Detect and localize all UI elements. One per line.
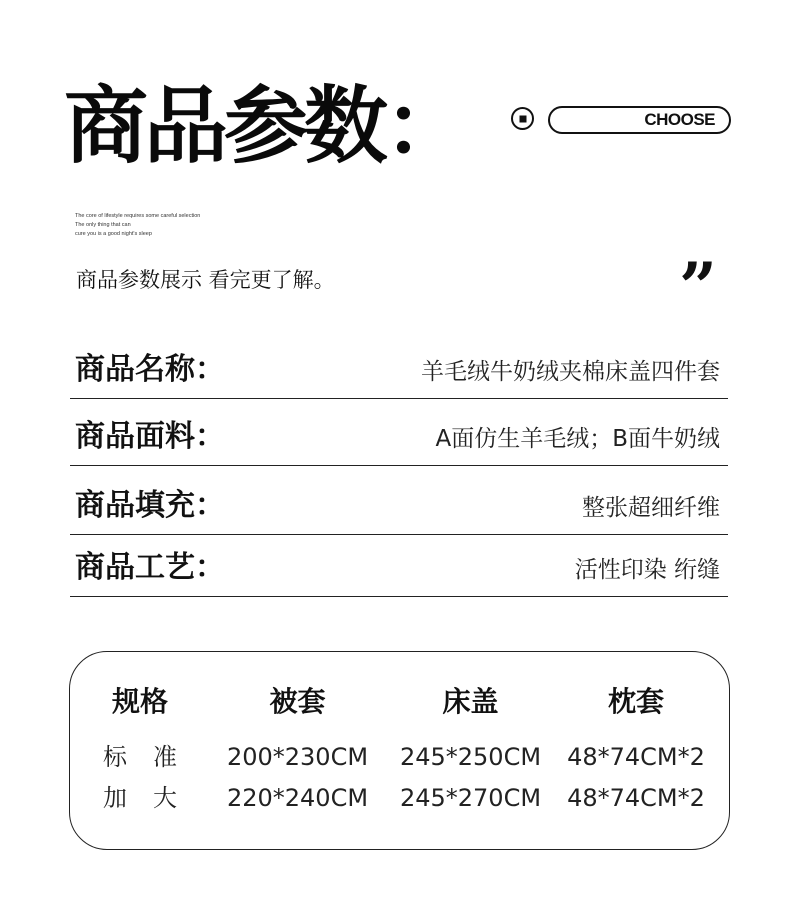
choose-button[interactable]: [548, 106, 731, 134]
radio-dot-icon[interactable]: [511, 107, 534, 130]
spec-header: 枕套: [607, 685, 664, 718]
param-row-craft: [70, 537, 728, 597]
tagline: [75, 212, 200, 239]
spec-cell: 245*250CM: [399, 743, 542, 771]
spec-header: 床盖: [442, 685, 499, 718]
param-row-name: [70, 339, 728, 399]
spec-size-label: 加大: [103, 784, 203, 812]
param-label: 商品填充：: [75, 488, 225, 523]
param-value: 活性印染 绗缝: [574, 557, 720, 583]
page-title: 商品参数：: [64, 76, 465, 175]
spec-size-label: 标准: [103, 743, 203, 771]
tagline-line: The core of lifestyle requires some careful selection: [75, 213, 201, 219]
param-value: 整张超细纤维: [582, 495, 720, 521]
param-row-fabric: [70, 406, 728, 466]
param-label: 商品工艺：: [75, 550, 225, 585]
spec-cell: 220*240CM: [226, 784, 369, 812]
param-value: A面仿生羊毛绒；B面牛奶绒: [435, 426, 720, 452]
tagline-line: The only thing that can: [75, 222, 131, 228]
param-label: 商品名称：: [75, 352, 225, 387]
spec-header: 被套: [269, 685, 326, 718]
param-label: 商品面料：: [75, 419, 225, 454]
spec-cell: 48*74CM*2: [567, 784, 705, 812]
spec-cell: 200*230CM: [226, 743, 369, 771]
quote-mark-icon: ”: [679, 248, 717, 326]
spec-table: [69, 651, 730, 850]
spec-header: 规格: [111, 685, 168, 718]
choose-label: CHOOSE: [644, 110, 715, 129]
param-row-filling: [70, 475, 728, 535]
tagline-line: cure you is a good night's sleep: [75, 231, 152, 237]
spec-cell: 48*74CM*2: [567, 743, 705, 771]
spec-cell: 245*270CM: [399, 784, 542, 812]
param-value: 羊毛绒牛奶绒夹棉床盖四件套: [421, 359, 720, 385]
intro-text: 商品参数展示 看完更了解。: [76, 268, 335, 292]
